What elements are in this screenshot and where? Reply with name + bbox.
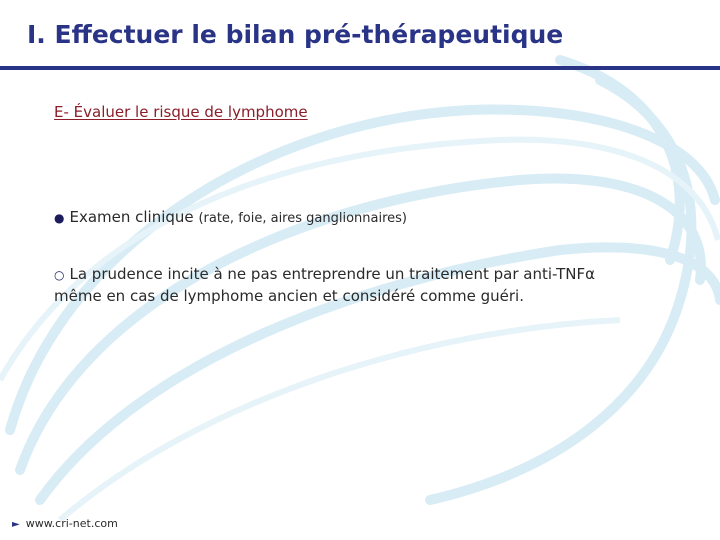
bullet-continuation-text: même en cas de lymphome ancien et considéré comme guéri. bbox=[54, 287, 524, 305]
footer-link[interactable]: www.cri-net.com bbox=[25, 517, 118, 530]
bullet-circle-icon: ● bbox=[54, 211, 65, 225]
bullet-item-prudence bbox=[54, 264, 674, 307]
play-arrow-icon: ► bbox=[12, 519, 20, 530]
bullet-main-text: La prudence incite à ne pas entreprendre un traitement par anti-TNF bbox=[69, 265, 586, 283]
bullet-item-examen bbox=[54, 207, 674, 229]
section-subtitle: E- Évaluer le risque de lymphome bbox=[54, 103, 308, 121]
footer bbox=[12, 517, 118, 530]
slide-title: I. Effectuer le bilan pré-thérapeutique bbox=[27, 20, 564, 49]
title-underline-rule bbox=[0, 66, 720, 70]
bullet-circle-icon: ○ bbox=[54, 268, 65, 282]
bullet-detail-text: (rate, foie, aires ganglionnaires) bbox=[198, 211, 407, 226]
bullet-main-text: Examen clinique bbox=[69, 208, 194, 226]
alpha-symbol: α bbox=[585, 265, 595, 283]
